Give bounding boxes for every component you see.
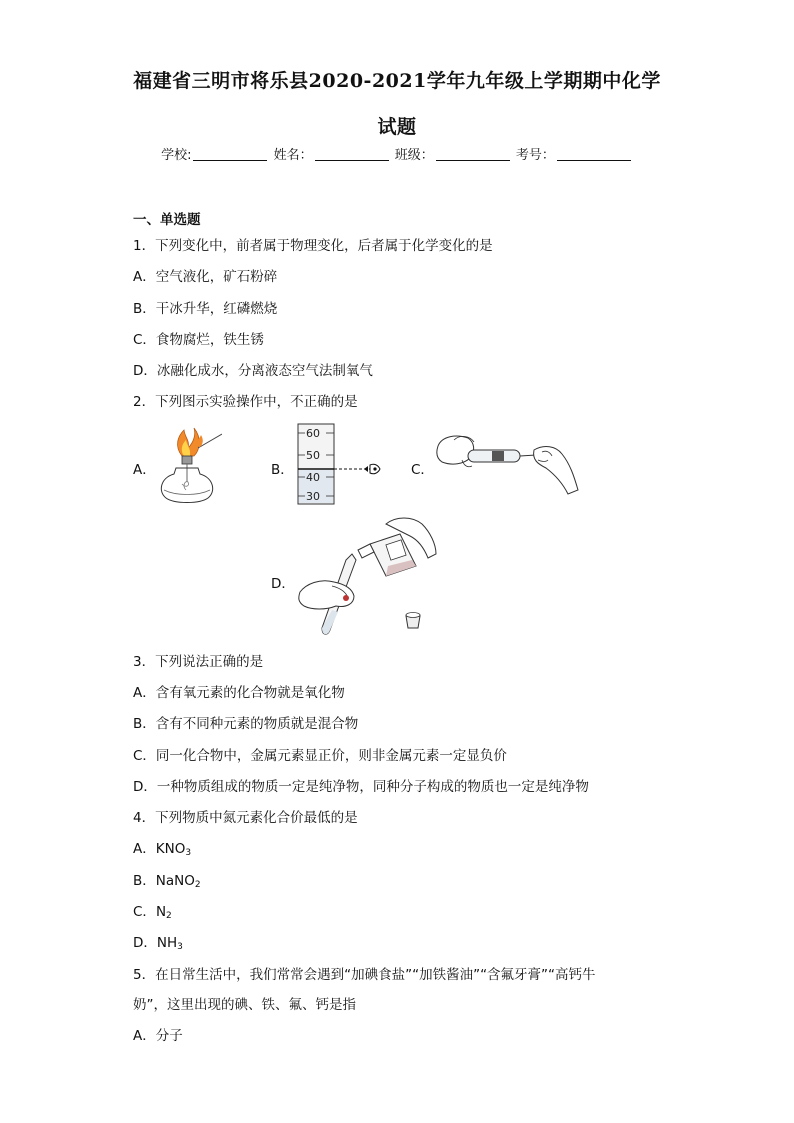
question-2-option-d-label: D． [271,576,295,592]
question-1-option-c: C．食物腐烂，铁生锈 [133,332,264,348]
graduated-cylinder-figure [292,422,384,506]
question-2-stem: 2．下列图示实验操作中，不正确的是 [133,394,358,410]
question-3-option-d: D．一种物质组成的物质一定是纯净物，同种分子构成的物质也一定是纯净物 [133,779,589,795]
question-1-option-b: B．干冰升华，红磷燃烧 [133,301,278,317]
formula-subscript: 3 [177,942,183,952]
name-label: 姓名： [273,148,313,163]
pouring-liquid-figure [296,514,442,640]
question-1-stem: 1．下列变化中，前者属于物理变化，后者属于化学变化的是 [133,238,493,254]
formula-main: KNO [155,841,186,857]
question-4-stem: 4．下列物质中氮元素化合价最低的是 [133,810,358,826]
option-prefix: D． [133,935,157,951]
question-5-stem: 5．在日常生活中，我们常常会遇到“加碘食盐”“加铁酱油”“含氟牙膏”“高钙牛 [133,967,596,983]
question-4-option-a [133,837,191,858]
number-blank [557,160,631,161]
formula-main: NH [156,935,178,951]
question-4-option-b [133,869,201,890]
question-2-option-c-label: C． [411,462,434,478]
question-2-option-a-label: A． [133,462,156,478]
question-1-option-a: A．空气液化，矿石粉碎 [133,269,278,285]
formula-subscript: 3 [185,848,192,858]
cylinder-tick-50: 50 [306,449,320,462]
cylinder-tick-40: 40 [306,471,320,484]
school-label: 学校: [161,148,192,163]
question-4-option-c [133,900,172,921]
option-prefix: C． [133,904,156,920]
page-title: 福建省三明市将乐县2020-2021学年九年级上学期期中化学 [133,70,661,92]
class-blank [436,160,510,161]
question-2-option-b-label: B． [271,462,294,478]
question-5-stem-continued: 奶”，这里出现的碘、铁、氟、钙是指 [133,997,356,1013]
formula-subscript: 2 [166,911,172,921]
cylinder-tick-30: 30 [306,490,320,503]
formula-main: NaNO [155,873,195,889]
option-prefix: A． [133,841,156,857]
class-label: 班级： [394,148,434,163]
formula-main: N [155,904,167,920]
school-blank [193,160,267,161]
cylinder-tick-60: 60 [306,427,320,440]
formula-subscript: 2 [194,880,201,890]
name-blank [315,160,389,161]
test-tube-heating-hands-figure [434,432,580,500]
option-prefix: B． [133,873,156,889]
question-1-option-d: D．冰融化成水，分离液态空气法制氧气 [133,363,373,379]
question-3-option-a: A．含有氧元素的化合物就是氧化物 [133,685,345,701]
question-5-option-a: A．分子 [133,1028,183,1044]
number-label: 考号： [515,148,555,163]
alcohol-lamp-lighting-figure [152,424,222,506]
student-info-row [0,144,794,163]
question-3-option-b: B．含有不同种元素的物质就是混合物 [133,716,359,732]
question-3-option-c: C．同一化合物中，金属元素显正价，则非金属元素一定显负价 [133,748,507,764]
question-4-option-d [133,931,183,952]
section-heading: 一、单选题 [133,212,201,228]
question-3-stem: 3．下列说法正确的是 [133,654,264,670]
page-title-continued: 试题 [377,116,417,138]
